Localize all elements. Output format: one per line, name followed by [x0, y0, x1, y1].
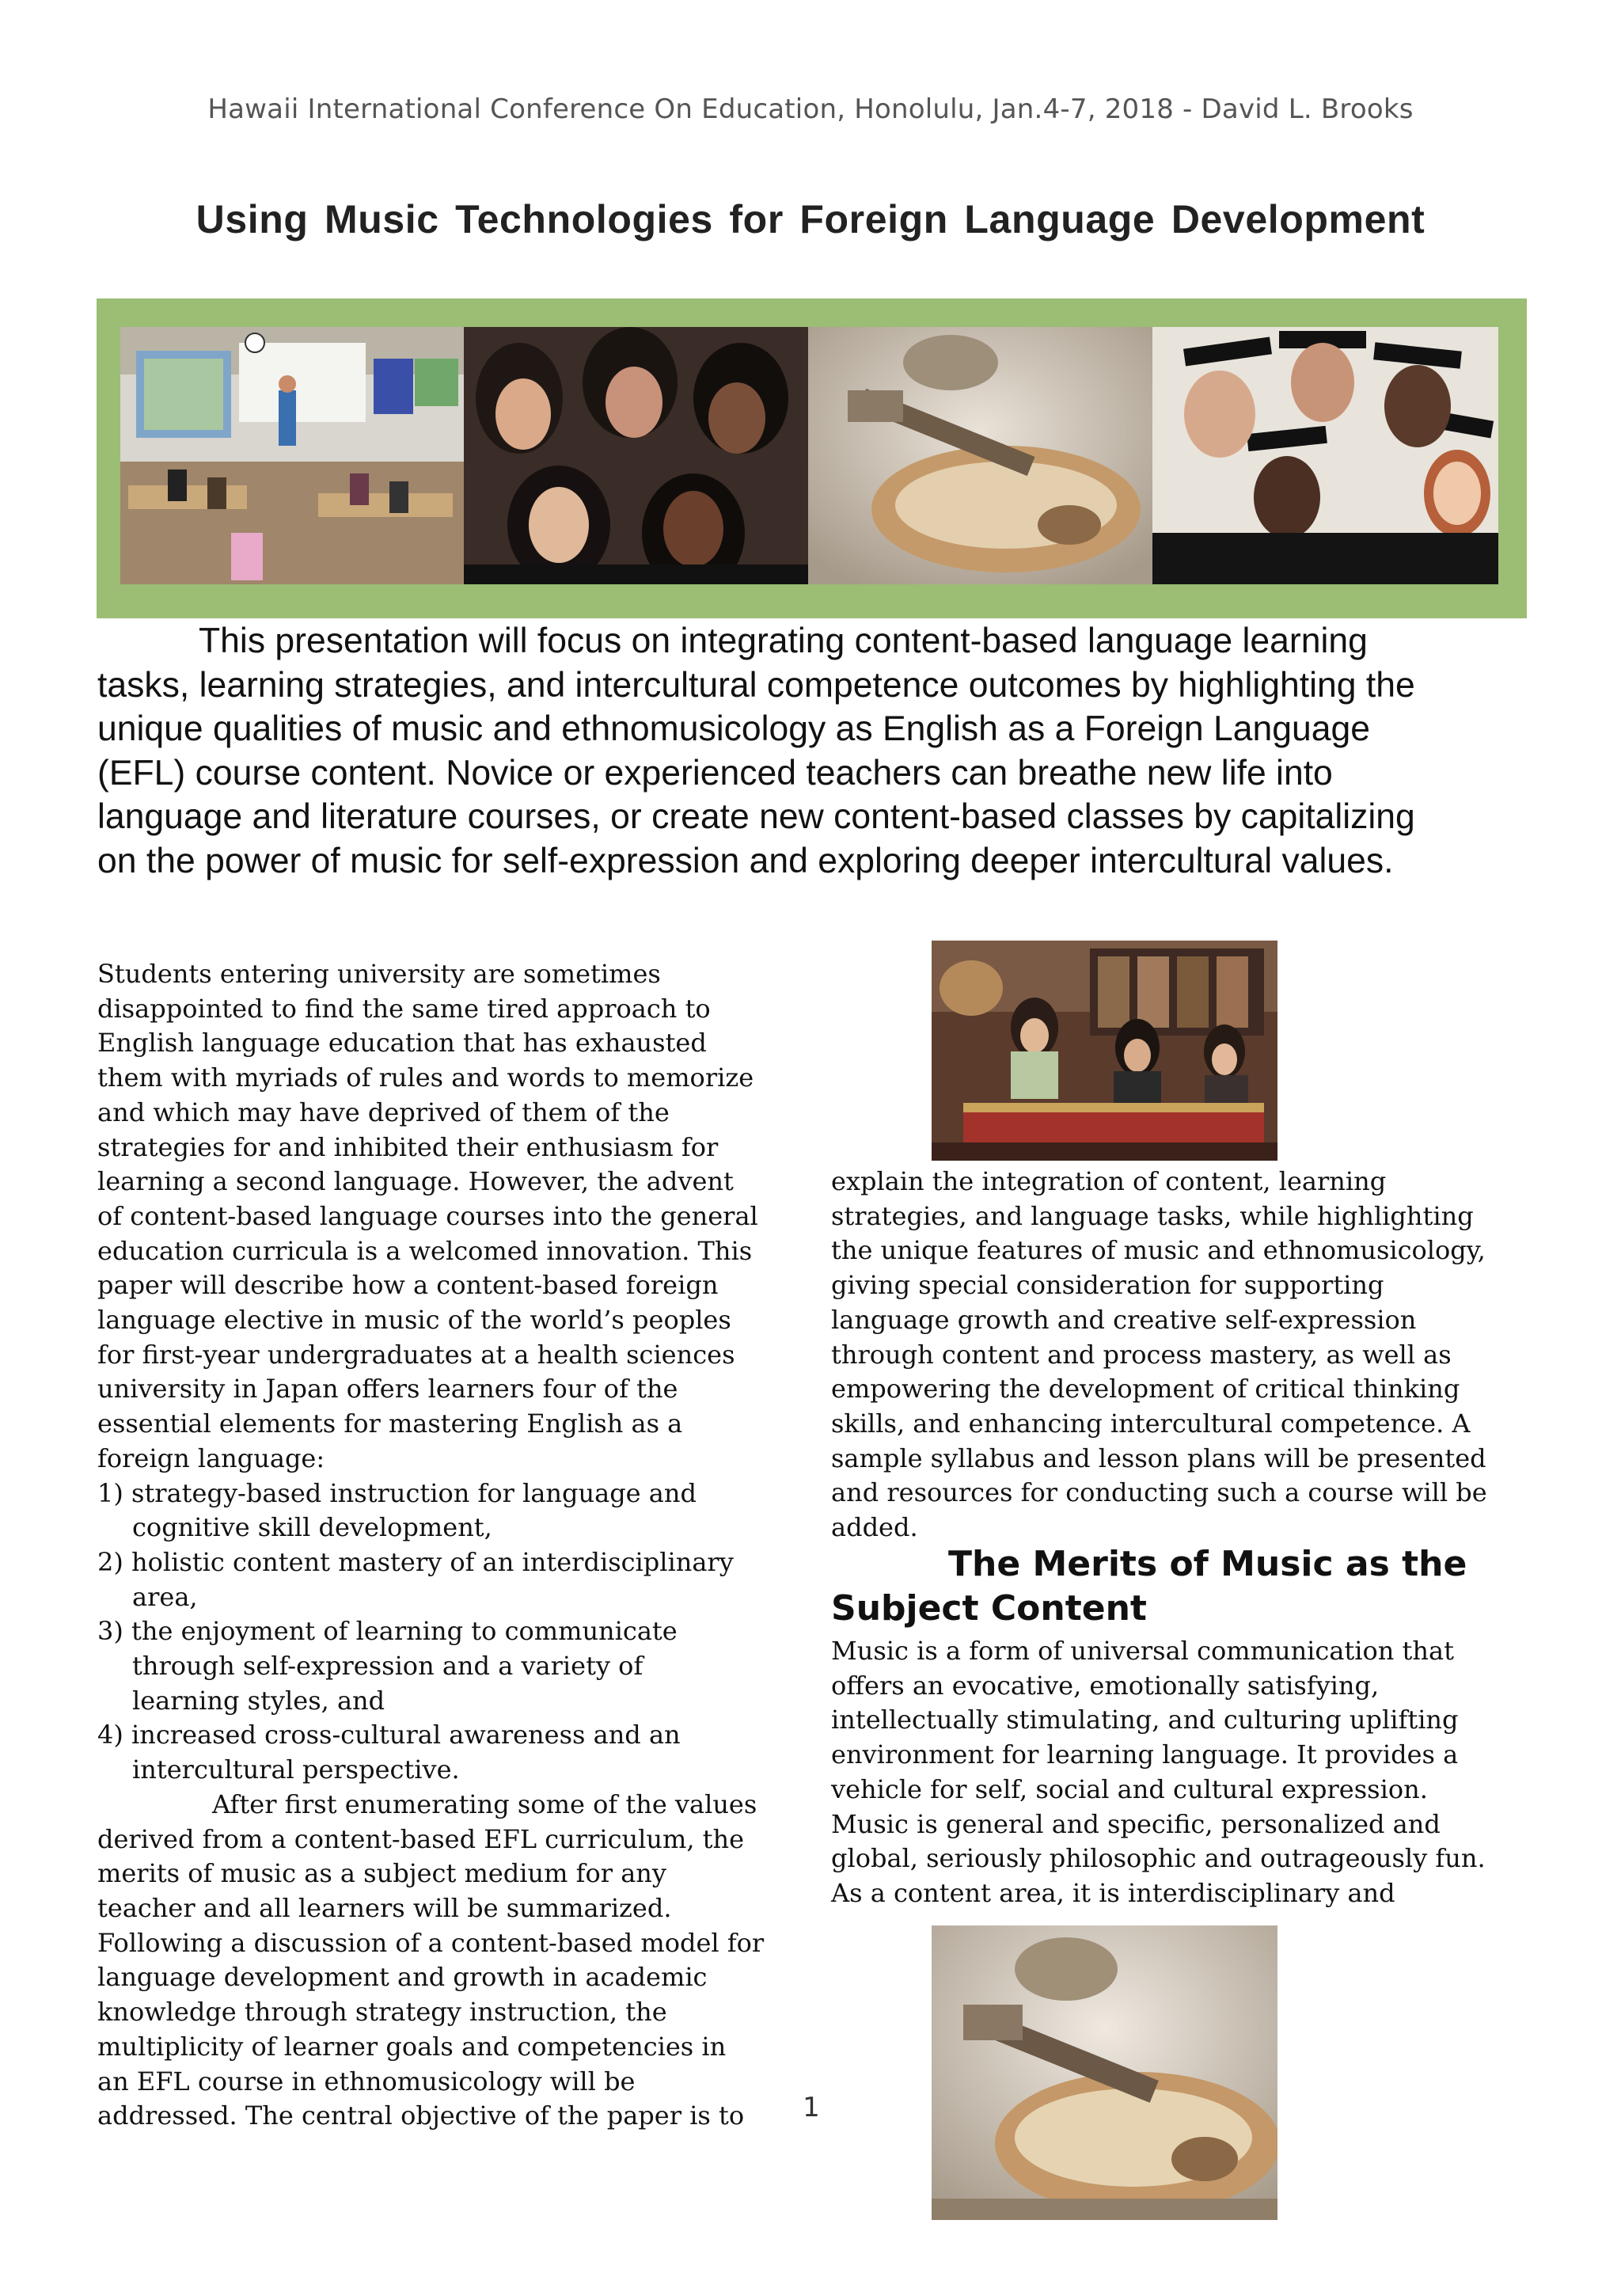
- body-line: strategies for and inhibited their enthusiasm for: [97, 1131, 719, 1162]
- list-item-1: 1) strategy-based instruction for language and: [97, 1477, 697, 1508]
- abstract-line: This presentation will focus on integrating content-based language learning: [199, 622, 1368, 660]
- body-line: education curricula is a welcomed innovation. This: [97, 1235, 753, 1266]
- gamelan-players-photo: [932, 941, 1277, 1161]
- body-line: explain the integration of content, learning: [831, 1166, 1387, 1196]
- body-line: offers an evocative, emotionally satisfying,: [831, 1670, 1380, 1701]
- section-heading: [831, 1542, 1528, 1631]
- body-line: sample syllabus and lesson plans will be presented: [831, 1443, 1486, 1473]
- list-item-1-cont: cognitive skill development,: [132, 1512, 492, 1543]
- body-line: giving special consideration for supporting: [831, 1270, 1384, 1301]
- body-line: and which may have deprived of them of the: [97, 1097, 670, 1127]
- body-line: vehicle for self, social and cultural expression.: [831, 1773, 1428, 1804]
- body-line: and resources for conducting such a course will be: [831, 1477, 1487, 1508]
- section-heading-line: The Merits of Music as the: [948, 1544, 1467, 1584]
- body-line: skills, and enhancing intercultural competence. A: [831, 1408, 1471, 1439]
- list-item-3-cont: learning styles, and: [132, 1685, 385, 1716]
- lute-closeup-photo: [932, 1925, 1277, 2220]
- list-item-4: 4) increased cross-cultural awareness and an: [97, 1720, 681, 1751]
- body-line: knowledge through strategy instruction, the: [97, 1997, 667, 2028]
- body-line: English language education that has exhausted: [97, 1028, 707, 1059]
- abstract-line: language and literature courses, or create new content-based classes by capitalizing: [97, 797, 1415, 836]
- body-line: merits of music as a subject medium for any: [97, 1858, 666, 1889]
- body-line: added.: [831, 1512, 918, 1543]
- graduates-photo: [1152, 327, 1498, 584]
- abstract-line: unique qualities of music and ethnomusicology as English as a Foreign Language: [97, 709, 1370, 748]
- list-item-2-cont: area,: [132, 1581, 198, 1612]
- body-line: the unique features of music and ethnomusicology,: [831, 1235, 1486, 1266]
- body-line: an EFL course in ethnomusicology will be: [97, 2066, 636, 2096]
- body-line: university in Japan offers learners four of the: [97, 1374, 678, 1405]
- body-line: strategies, and language tasks, while highlighting: [831, 1200, 1474, 1231]
- body-line: for first-year undergraduates at a health sciences: [97, 1339, 735, 1370]
- body-line: derived from a content-based EFL curriculum, the: [97, 1823, 745, 1854]
- body-line: of content-based language courses into the general: [97, 1200, 758, 1231]
- body-line: intellectually stimulating, and culturing uplifting: [831, 1705, 1459, 1735]
- left-column: [97, 957, 794, 2134]
- body-line: them with myriads of rules and words to memorize: [97, 1062, 754, 1093]
- abstract-line: (EFL) course content. Novice or experienced teachers can breathe new life into: [97, 753, 1333, 793]
- choir-photo: [464, 327, 808, 584]
- body-line: multiplicity of learner goals and competencies in: [97, 2031, 727, 2062]
- right-column: [831, 1165, 1528, 1545]
- body-line: Following a discussion of a content-based model for: [97, 1927, 765, 1958]
- body-line: essential elements for mastering English as a: [97, 1408, 683, 1439]
- conference-header: Hawaii International Conference On Education, Honolulu, Jan.4-7, 2018 - David L. Brooks: [207, 93, 1414, 125]
- body-line: disappointed to find the same tired approach to: [97, 993, 711, 1024]
- page-number: 1: [803, 2092, 820, 2123]
- body-line: addressed. The central objective of the paper is to: [97, 2100, 745, 2131]
- body-line: through content and process mastery, as well as: [831, 1339, 1452, 1370]
- list-item-3: 3) the enjoyment of learning to communicate: [97, 1616, 678, 1647]
- body-line: As a content area, it is interdisciplinary and: [831, 1877, 1395, 1908]
- body-line: language growth and creative self-expression: [831, 1304, 1417, 1335]
- list-item-3-cont: through self-expression and a variety of: [132, 1651, 643, 1682]
- list-item-2: 2) holistic content mastery of an interdisciplinary: [97, 1546, 734, 1577]
- body-line: language development and growth in academic: [97, 1962, 708, 1993]
- body-line: foreign language:: [97, 1443, 325, 1473]
- body-line: paper will describe how a content-based foreign: [97, 1270, 719, 1301]
- body-line: environment for learning language. It provides a: [831, 1739, 1459, 1770]
- merits-paragraph: [831, 1634, 1528, 1911]
- body-line: learning a second language. However, the advent: [97, 1166, 734, 1197]
- list-item-4-cont: intercultural perspective.: [132, 1754, 460, 1785]
- body-line: empowering the development of critical thinking: [831, 1374, 1460, 1405]
- body-line: language elective in music of the world’s peoples: [97, 1305, 731, 1336]
- abstract-block: [97, 619, 1538, 883]
- section-heading-line: Subject Content: [831, 1588, 1147, 1629]
- body-line: global, seriously philosophic and outrageously fun.: [831, 1843, 1486, 1874]
- body-line: Students entering university are sometimes: [97, 959, 661, 989]
- body-line: After first enumerating some of the values: [212, 1789, 757, 1819]
- paper-title: Using Music Technologies for Foreign Language Development: [196, 197, 1425, 241]
- body-line: Music is general and specific, personalized and: [831, 1808, 1441, 1839]
- abstract-line: tasks, learning strategies, and intercultural competence outcomes by highlighting the: [97, 665, 1415, 705]
- photo-banner: [97, 298, 1527, 618]
- abstract-line: on the power of music for self-expression and exploring deeper intercultural values.: [97, 841, 1394, 880]
- lute-instrument-photo: [808, 327, 1152, 584]
- body-line: teacher and all learners will be summarized.: [97, 1892, 672, 1923]
- body-line: Music is a form of universal communication that: [831, 1636, 1454, 1666]
- classroom-photo: [120, 327, 464, 584]
